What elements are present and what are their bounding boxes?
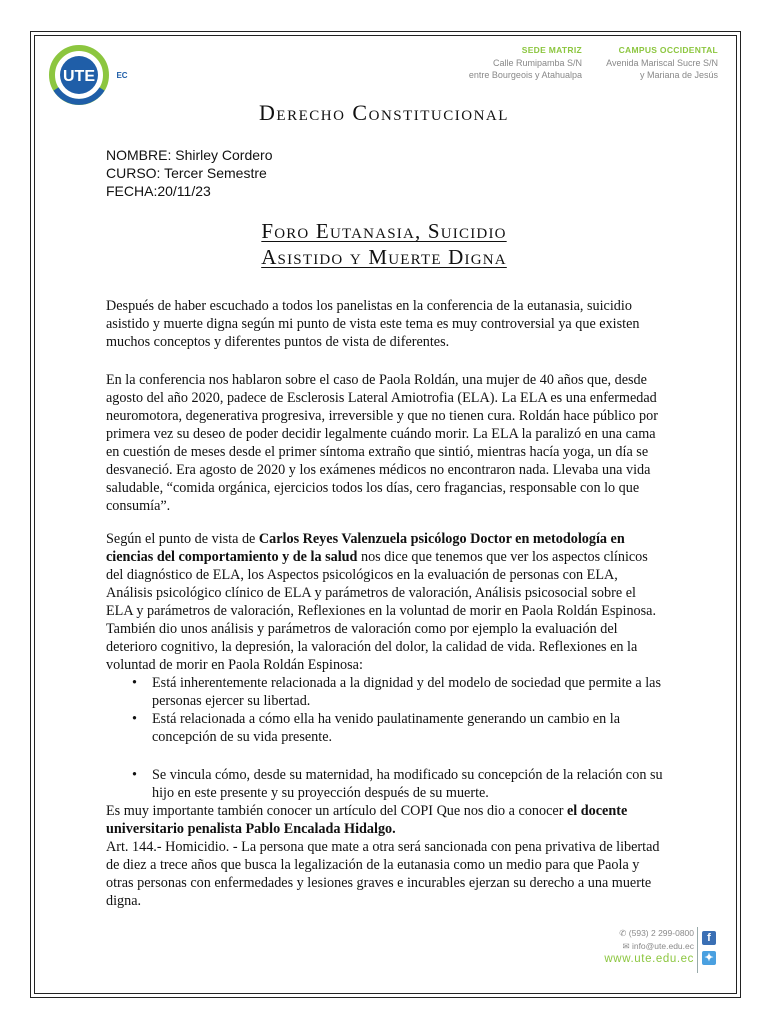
p3-pre: Según el punto de vista de bbox=[106, 531, 259, 547]
footer-contact bbox=[590, 927, 694, 966]
paragraph-case: En la conferencia nos hablaron sobre el caso de Paola Roldán, una mujer de 40 años que, desde agosto del año 2020, padece de Esclerosis Lateral Amiotrofia (ELA). La ELA es una enfermedad neuromotora, degenerativa progresiva, irreversible y que no tienen cura. Roldán hace público por primera vez su deseo de poder decidir legalmente cuándo morir. La ELA la paralizó en una cama en cuestión de meses desde el primer síntoma extraño que sintió, mientras hacía yoga, un día se desvaneció. Era agosto de 2020 y los exámenes médicos no encontraron nada. Llevaba una vida saludable, “comida orgánica, ejercicios todos los días, cero fragancias, responsable con lo que consumía”. bbox=[106, 372, 658, 514]
ute-logo bbox=[48, 44, 138, 106]
footer-email: info@ute.edu.ec bbox=[631, 941, 694, 951]
forum-title-line1: Foro Eutanasia, Suicidio bbox=[261, 219, 507, 243]
paragraph-article: Art. 144.- Homicidio. - La persona que mate a otra será sancionada con pena privativa de libertad de diez a trece años que busca la legalización de la eutanasia como un medio para que Paola y otras personas con enfermedades y lesiones graves e incurables ejerzan su derecho a una muerte digna. bbox=[106, 839, 660, 909]
forum-title-line2: Asistido y Muerte Digna bbox=[261, 245, 507, 269]
footer-phone: (593) 2 299-0800 bbox=[628, 928, 694, 938]
sede-line1: Calle Rumipamba S/N bbox=[492, 57, 582, 68]
bullet-item: • Está inherentemente relacionada a la dignidad y del modelo de sociedad que permite a las personas ejercer su libertad. bbox=[152, 674, 664, 710]
phone-icon: ✆ bbox=[619, 928, 627, 938]
document-title: Derecho Constitucional bbox=[259, 100, 509, 125]
occidental-title: CAMPUS OCCIDENTAL bbox=[618, 45, 718, 55]
paragraph-intro: Después de haber escuchado a todos los panelistas en la conferencia de la eutanasia, suicidio asistido y muerte digna según mi punto de vista este tema es muy controversial ya que existen muchos conceptos y diferentes puntos de vista de diferentes. bbox=[106, 298, 640, 350]
occidental-line1: Avenida Mariscal Sucre S/N bbox=[606, 57, 718, 68]
forum-title bbox=[0, 218, 768, 270]
paragraph-copi bbox=[106, 802, 666, 838]
submission-date: FECHA:20/11/23 bbox=[106, 183, 211, 199]
sede-title: SEDE MATRIZ bbox=[521, 45, 582, 55]
occidental-line2: y Mariana de Jesús bbox=[639, 70, 718, 80]
paragraph-psychologist bbox=[106, 530, 666, 674]
p4-pre: Es muy importante también conocer un artículo del COPI Que nos dio a conocer bbox=[106, 803, 567, 819]
p3-post: nos dice que tenemos que ver los aspectos clínicos del diagnóstico de ELA, los Aspectos psicológicos en la evaluación de personas con ELA, Análisis psicológico clínico de ELA y parámetros de valoración, Análisis psicosocial sobre el ELA y parámetros de valoración, Reflexiones en la voluntad de morir en Paola Roldán Espinosa. También dio unos análisis y parámetros de valoración como por ejemplo la evaluación del deterioro cognitivo, la depresión, la valoración del dolor, la calidad de vida. Reflexiones en la voluntad de morir en Paola Roldán Espinosa: bbox=[106, 549, 657, 673]
student-course: CURSO: Tercer Semestre bbox=[106, 165, 267, 181]
twitter-icon[interactable]: ✦ bbox=[702, 951, 716, 965]
facebook-icon[interactable]: f bbox=[702, 931, 716, 945]
footer-website[interactable]: www.ute.edu.ec bbox=[604, 953, 694, 965]
logo-suffix: EC bbox=[116, 71, 128, 80]
p4-bold: el docente universitario penalista Pablo Encalada Hidalgo. bbox=[106, 803, 628, 837]
bullet-item: • Está relacionada a cómo ella ha venido paulatinamente generando un cambio en la concepción de su vida presente. bbox=[152, 710, 664, 746]
bullet-item: • Se vincula cómo, desde su maternidad, ha modificado su concepción de la relación con su hijo en este presente y su proyección después de su muerte. bbox=[152, 766, 664, 802]
campus-occidental-address bbox=[606, 44, 718, 82]
sede-line2: entre Bourgeois y Atahualpa bbox=[468, 70, 582, 80]
sede-matriz-address bbox=[469, 44, 582, 82]
mail-icon: ✉ bbox=[622, 941, 630, 951]
student-name: NOMBRE: Shirley Cordero bbox=[106, 147, 273, 163]
social-links bbox=[697, 927, 724, 973]
p3-bold: Carlos Reyes Valenzuela psicólogo Doctor en metodología en ciencias del comportamiento y de la salud bbox=[106, 531, 625, 565]
student-info bbox=[106, 146, 273, 200]
logo-text: UTE bbox=[63, 68, 95, 85]
